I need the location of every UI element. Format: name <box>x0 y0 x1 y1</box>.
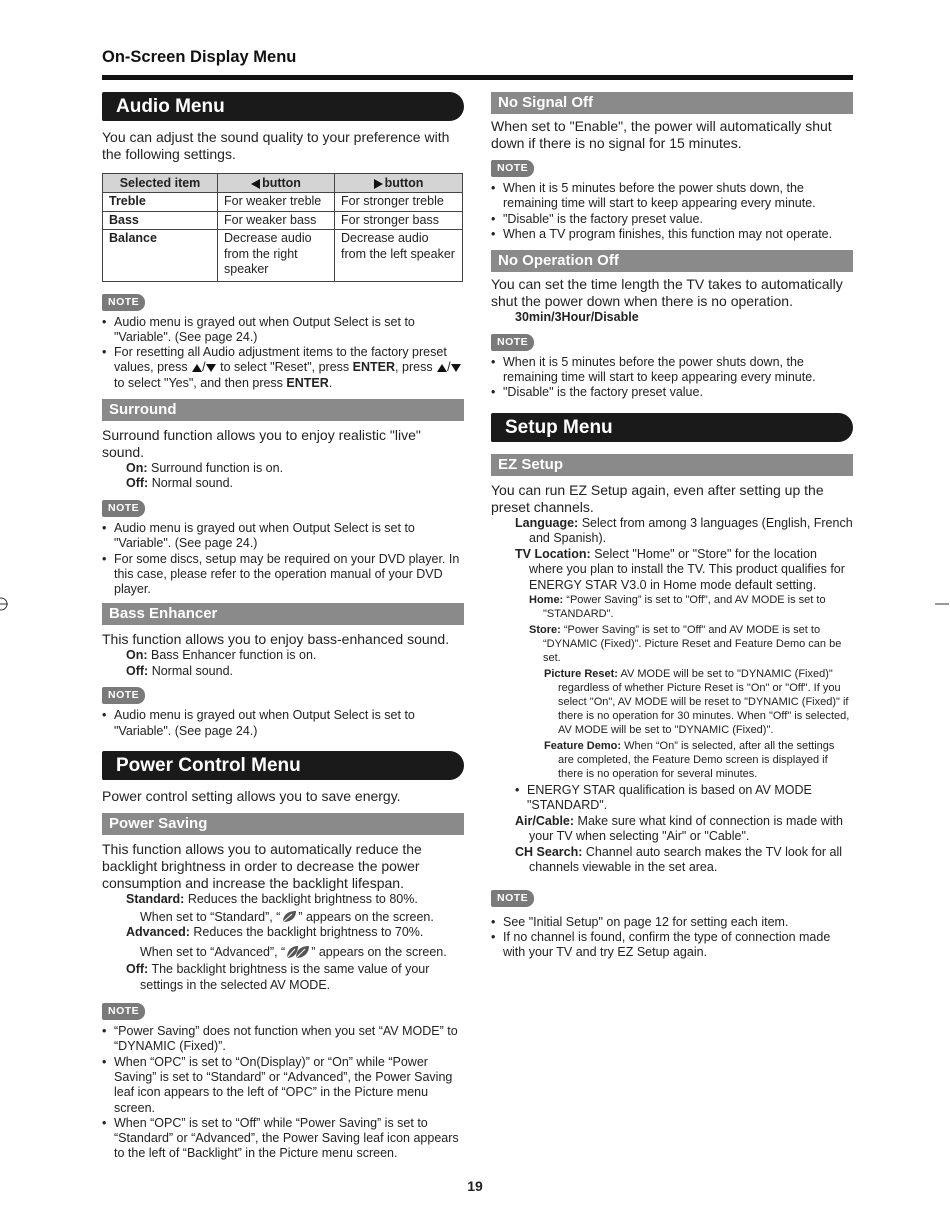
right-column <box>491 92 853 961</box>
bass-enhancer-off: Off: Normal sound. <box>126 663 233 678</box>
surround-notes <box>102 521 464 597</box>
power-saving-advanced-sub: When set to “Advanced”, “ ” appears on the screen. <box>140 944 447 959</box>
note-badge: NOTE <box>102 500 145 517</box>
table-cell: For stronger treble <box>335 193 463 212</box>
surround-off: Off: Normal sound. <box>126 476 233 491</box>
power-saving-heading: Power Saving <box>102 813 464 835</box>
table-header: button <box>218 174 335 193</box>
ez-setup-intro: You can run EZ Setup again, even after setting up the preset channels. <box>491 481 824 515</box>
header-rule <box>102 75 853 80</box>
table-row <box>103 230 463 282</box>
ez-setup-feature-demo: Feature Demo: When “On” is selected, after all the settings are completed, the Feature Demo screen is displayed if there is no operation for several minutes. <box>544 740 835 781</box>
list-item: • For some discs, setup may be required on your DVD player. In this case, please refer to the operation manual of your DVD player. <box>102 552 464 598</box>
left-column <box>102 92 464 1162</box>
table-cell: Decrease audio from the left speaker <box>335 230 463 282</box>
power-saving-advanced: Advanced: Reduces the backlight brightness to 70%. <box>126 925 424 940</box>
list-item: • See "Initial Setup" on page 12 for setting each item. <box>491 915 853 930</box>
bass-enhancer-heading: Bass Enhancer <box>102 603 464 625</box>
table-header: Selected item <box>103 174 218 193</box>
table-header: button <box>335 174 463 193</box>
bass-enhancer-on: On: Bass Enhancer function is on. <box>126 648 317 663</box>
table-row <box>103 211 463 230</box>
list-item: • If no channel is found, confirm the type of connection made with your TV and try EZ Setup again. <box>491 930 853 961</box>
up-down-arrows-icon: / <box>192 360 215 375</box>
no-operation-off-intro: You can set the time length the TV takes to automatically shut the power down when there is no operation. <box>491 276 843 310</box>
note-badge: NOTE <box>491 334 534 351</box>
registration-mark-left <box>0 597 8 611</box>
no-signal-off-intro: When set to "Enable", the power will automatically shut down if there is no signal for 15 minutes. <box>491 118 832 151</box>
surround-heading: Surround <box>102 399 464 421</box>
power-saving-standard-sub: When set to “Standard”, “ ” appears on the screen. <box>140 909 434 924</box>
right-triangle-icon <box>374 179 383 189</box>
list-item: • ENERGY STAR qualification is based on AV MODE "STANDARD". <box>515 783 853 814</box>
no-operation-off-notes <box>491 355 853 401</box>
bass-enhancer-notes <box>102 708 464 739</box>
audio-settings-table <box>102 173 463 282</box>
list-item: • For resetting all Audio adjustment items to the factory preset values, press / to select "Reset", press ENTER, press / to select "Yes", and then press ENTER. <box>102 345 464 391</box>
page-number: 19 <box>467 1178 483 1194</box>
no-operation-off-heading: No Operation Off <box>491 250 853 272</box>
surround-intro: Surround function allows you to enjoy realistic "live" sound. <box>102 426 421 460</box>
list-item: • When “OPC” is set to “Off” while “Power Saving” is set to “Standard” or “Advanced”, the Power Saving leaf icon appears to the left of “Backlight” in the Picture menu screen. <box>102 1116 464 1162</box>
table-cell: Bass <box>103 211 218 230</box>
ez-setup-heading: EZ Setup <box>491 454 853 476</box>
power-control-menu-heading: Power Control Menu <box>102 751 464 780</box>
table-cell: For weaker bass <box>218 211 335 230</box>
list-item: • Audio menu is grayed out when Output Select is set to "Variable". (See page 24.) <box>102 708 464 739</box>
no-signal-off-notes <box>491 181 853 242</box>
power-saving-intro: This function allows you to automatically reduce the backlight brightness in order to decrease the power consumption and increase the backlight lifespan. <box>102 841 422 892</box>
list-item: • When it is 5 minutes before the power shuts down, the remaining time will start to keep appearing every minute. <box>491 181 853 212</box>
ez-setup-store: Store: “Power Saving” is set to "Off" and AV MODE is set to “DYNAMIC (Fixed)”. Picture Reset and Feature Demo can be set. <box>529 624 842 665</box>
audio-menu-heading: Audio Menu <box>102 92 464 121</box>
table-header-row <box>103 174 463 193</box>
table-row <box>103 193 463 212</box>
note-badge: NOTE <box>491 160 534 177</box>
ez-setup-air-cable: Air/Cable: Make sure what kind of connection is made with your TV when selecting "Air" or "Cable". <box>515 813 843 844</box>
ez-setup-tv-location: TV Location: Select "Home" or "Store" for the location where you plan to install the TV. This product qualifies for ENERGY STAR V3.0 in Home mode default setting. <box>515 546 845 592</box>
note-badge: NOTE <box>102 687 145 704</box>
note-badge: NOTE <box>102 1003 145 1020</box>
table-cell: Treble <box>103 193 218 212</box>
no-signal-off-heading: No Signal Off <box>491 92 853 114</box>
no-operation-off-options: 30min/3Hour/Disable <box>515 310 639 325</box>
list-item: • "Disable" is the factory preset value. <box>491 212 853 227</box>
ez-setup-language: Language: Select from among 3 languages (English, French and Spanish). <box>515 515 853 546</box>
list-item: • When it is 5 minutes before the power shuts down, the remaining time will start to keep appearing every minute. <box>491 355 853 386</box>
power-saving-off: Off: The backlight brightness is the same value of your settings in the selected AV MODE. <box>126 962 430 992</box>
note-badge: NOTE <box>491 890 534 907</box>
power-control-intro: Power control setting allows you to save energy. <box>102 788 401 805</box>
list-item: • “Power Saving” does not function when you set “AV MODE” to “DYNAMIC (Fixed)”. <box>102 1024 464 1055</box>
list-item: • "Disable" is the factory preset value. <box>491 385 853 400</box>
setup-menu-heading: Setup Menu <box>491 413 853 442</box>
audio-notes <box>102 315 464 391</box>
list-item: • When “OPC” is set to “On(Display)” or “On” while “Power Saving” is set to “Standard” or “Advanced”, the Power Saving leaf icon appears to the left of “OPC” in the Picture menu screen. <box>102 1055 464 1116</box>
table-cell: For stronger bass <box>335 211 463 230</box>
left-triangle-icon <box>251 179 260 189</box>
leaf-icon <box>280 910 298 923</box>
audio-menu-intro: You can adjust the sound quality to your preference with the following settings. <box>102 129 450 162</box>
surround-on: On: Surround function is on. <box>126 460 284 475</box>
bass-enhancer-intro: This function allows you to enjoy bass-enhanced sound. <box>102 631 450 648</box>
ez-setup-notes <box>491 915 853 961</box>
list-item: • When a TV program finishes, this function may not operate. <box>491 227 853 242</box>
list-item: • Audio menu is grayed out when Output Select is set to "Variable". (See page 24.) <box>102 521 464 552</box>
ez-setup-home: Home: “Power Saving” is set to "Off", and AV MODE is set to "STANDARD". <box>529 594 826 621</box>
table-cell: For weaker treble <box>218 193 335 212</box>
double-leaf-icon <box>285 944 311 959</box>
table-cell: Decrease audio from the right speaker <box>218 230 335 282</box>
note-badge: NOTE <box>102 294 145 311</box>
registration-mark-right <box>935 597 949 611</box>
page-header: On-Screen Display Menu <box>102 48 297 66</box>
energy-star-note <box>515 783 853 814</box>
ez-setup-picture-reset: Picture Reset: AV MODE will be set to "DYNAMIC (Fixed)" regardless of whether Picture Reset is "On" or "Off". If you select "On", AV MODE will be reset to "DYNAMIC (Fixed)" if there is no operation for 30 minutes. When "Off" is selected, AV MODE will be set to "DYNAMIC (Fixed)". <box>544 668 850 737</box>
power-saving-standard: Standard: Reduces the backlight brightness to 80%. <box>126 892 418 907</box>
up-down-arrows-icon: / <box>437 360 460 375</box>
ez-setup-ch-search: CH Search: Channel auto search makes the TV look for all channels viewable in the set area. <box>515 844 843 875</box>
list-item: • Audio menu is grayed out when Output Select is set to "Variable". (See page 24.) <box>102 315 464 346</box>
power-saving-notes <box>102 1024 464 1162</box>
table-cell: Balance <box>103 230 218 282</box>
